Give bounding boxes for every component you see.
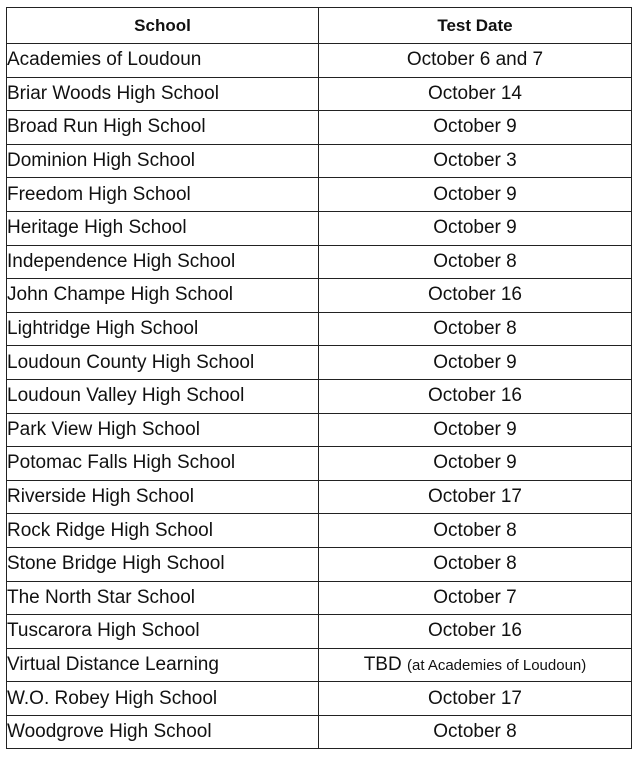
table-row	[7, 178, 632, 212]
test-date-cell	[319, 581, 632, 615]
table-row	[7, 346, 632, 380]
test-date-value: October 9	[433, 351, 517, 373]
test-date-value: October 9	[433, 418, 517, 440]
table-row	[7, 447, 632, 481]
table-row	[7, 77, 632, 111]
test-date-value: October 16	[428, 620, 522, 642]
table-row	[7, 715, 632, 749]
table-body	[7, 44, 632, 749]
test-date-cell	[319, 44, 632, 78]
test-date-value: October 17	[428, 687, 522, 709]
school-name-cell: Loudoun Valley High School	[7, 379, 319, 413]
test-date-value: October 14	[428, 82, 522, 104]
test-date-cell	[319, 312, 632, 346]
test-date-cell	[319, 615, 632, 649]
test-date-value: TBD	[363, 653, 402, 675]
test-date-cell	[319, 111, 632, 145]
table-row	[7, 615, 632, 649]
test-date-value: October 16	[428, 284, 522, 306]
table-row	[7, 547, 632, 581]
school-name-cell: Stone Bridge High School	[7, 547, 319, 581]
table-row	[7, 648, 632, 682]
table-row	[7, 379, 632, 413]
test-date-cell	[319, 77, 632, 111]
test-date-value: October 8	[433, 318, 517, 340]
test-date-cell	[319, 715, 632, 749]
school-name-cell: Lightridge High School	[7, 312, 319, 346]
school-name-cell: The North Star School	[7, 581, 319, 615]
school-name-cell: Broad Run High School	[7, 111, 319, 145]
table-row	[7, 480, 632, 514]
school-name-cell: Academies of Loudoun	[7, 44, 319, 78]
header-row	[7, 8, 632, 44]
school-column-header: School	[7, 8, 319, 44]
test-date-cell	[319, 346, 632, 380]
test-date-cell	[319, 547, 632, 581]
table-row	[7, 211, 632, 245]
test-date-cell	[319, 379, 632, 413]
test-date-cell	[319, 447, 632, 481]
school-name-cell: Briar Woods High School	[7, 77, 319, 111]
test-date-value: October 8	[433, 553, 517, 575]
test-date-cell	[319, 480, 632, 514]
table-row	[7, 312, 632, 346]
test-date-value: October 17	[428, 486, 522, 508]
school-name-cell: Virtual Distance Learning	[7, 648, 319, 682]
test-date-value: October 7	[433, 586, 517, 608]
test-date-value: October 9	[433, 183, 517, 205]
table-row	[7, 279, 632, 313]
test-date-cell	[319, 514, 632, 548]
school-name-cell: Park View High School	[7, 413, 319, 447]
table-row	[7, 245, 632, 279]
test-date-cell	[319, 413, 632, 447]
test-date-cell	[319, 178, 632, 212]
test-date-value: October 6 and 7	[406, 49, 544, 71]
school-name-cell: Potomac Falls High School	[7, 447, 319, 481]
test-date-value: October 8	[433, 721, 517, 743]
test-date-cell	[319, 682, 632, 716]
school-name-cell: Independence High School	[7, 245, 319, 279]
test-date-value: October 9	[433, 116, 517, 138]
test-date-table	[6, 7, 632, 749]
test-date-column-header: Test Date	[319, 8, 632, 44]
school-name-cell: Woodgrove High School	[7, 715, 319, 749]
school-name-cell: Heritage High School	[7, 211, 319, 245]
test-date-value: October 9	[433, 217, 517, 239]
test-date-value: October 16	[428, 385, 522, 407]
school-name-cell: Rock Ridge High School	[7, 514, 319, 548]
table-row	[7, 44, 632, 78]
test-date-value: October 3	[433, 150, 517, 172]
table-row	[7, 581, 632, 615]
test-date-cell	[319, 279, 632, 313]
table-row	[7, 514, 632, 548]
table-row	[7, 144, 632, 178]
test-date-value: October 9	[433, 452, 517, 474]
school-name-cell: Dominion High School	[7, 144, 319, 178]
school-name-cell: W.O. Robey High School	[7, 682, 319, 716]
school-name-cell: Tuscarora High School	[7, 615, 319, 649]
school-name-cell: Freedom High School	[7, 178, 319, 212]
test-date-value: October 8	[433, 519, 517, 541]
school-name-cell: Loudoun County High School	[7, 346, 319, 380]
test-date-value: October 8	[433, 250, 517, 272]
table-row	[7, 682, 632, 716]
test-date-cell	[319, 648, 632, 682]
school-name-cell: John Champe High School	[7, 279, 319, 313]
table-row	[7, 413, 632, 447]
test-date-cell	[319, 144, 632, 178]
test-date-cell	[319, 245, 632, 279]
school-name-cell: Riverside High School	[7, 480, 319, 514]
test-date-cell	[319, 211, 632, 245]
table-row	[7, 111, 632, 145]
test-date-note: (at Academies of Loudoun)	[406, 656, 587, 674]
